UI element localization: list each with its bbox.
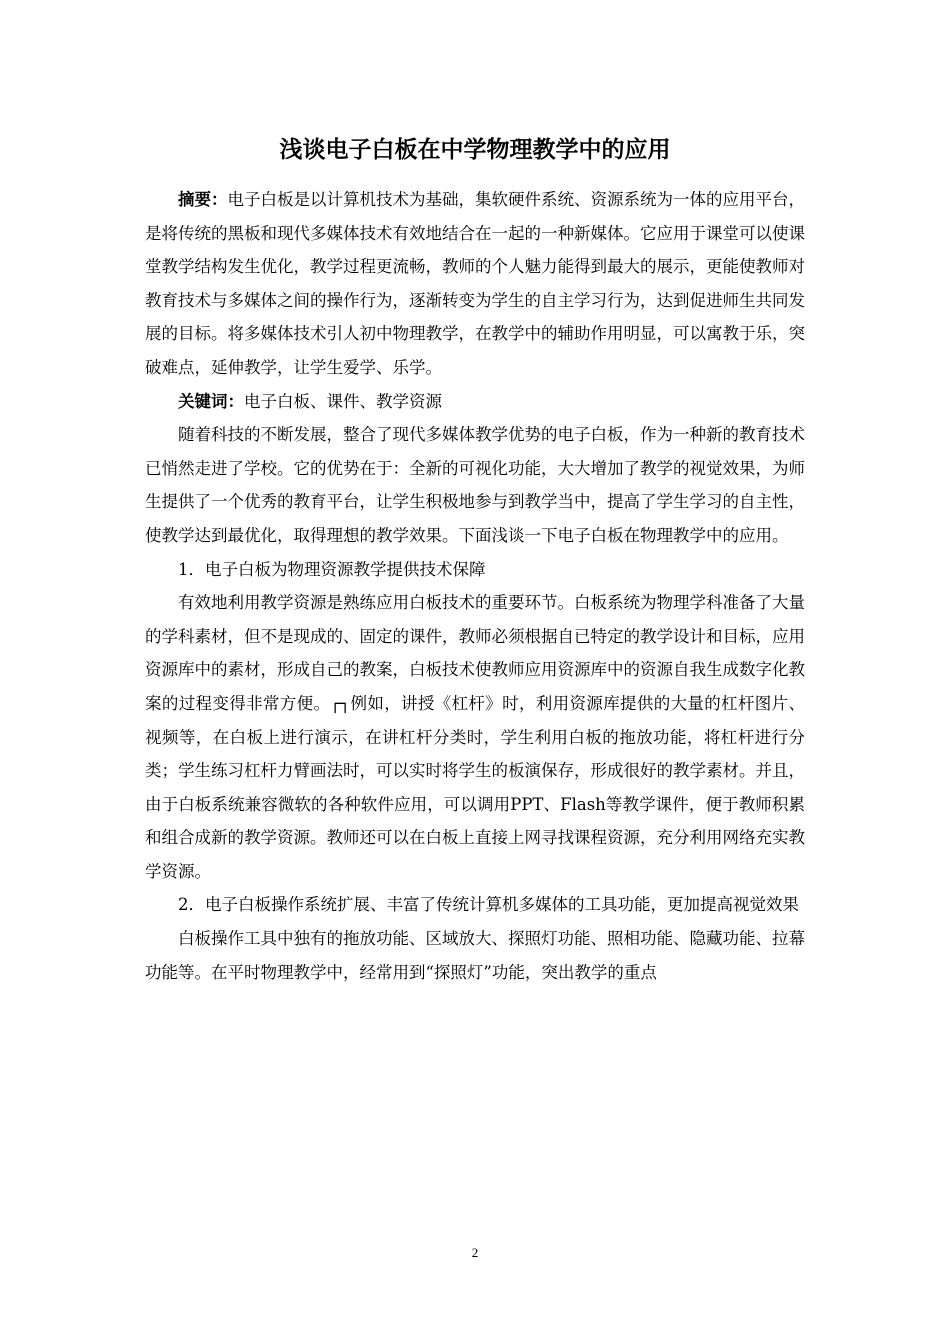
keywords-text: 电子白板、课件、教学资源 [244, 391, 442, 411]
body-paragraph-section-1: 有效地利用教学资源是熟练应用白板技术的重要环节。白板系统为物理学科准备了大量的学科素材，但不是现成的、固定的课件，教师必须根据自已特定的教学设计和目标，应用资源库中的素材，形成自己的教案，白板技术使教师应用资源库中的资源自我生成数字化教案的过程变得非常方便。┌┐例如，讲授《杠杆》时，利用资源库提供的大量的杠杆图片、视频等，在白板上进行演示，在讲杠杆分类时，学生利用白板的拖放功能，将杠杆进行分类；学生练习杠杆力臂画法时，可以实时将学生的板演保存，形成很好的教学素材。并且，由于白板系统兼容微软的各种软件应用，可以调用PPT、Flash等教学课件，便于教师积累和组合成新的教学资源。教师还可以在白板上直接上网寻找课程资源，充分利用网络充实教学资源。 [145, 593, 805, 881]
body-paragraph-intro: 随着科技的不断发展，整合了现代多媒体教学优势的电子白板，作为一种新的教育技术已悄然走进了学校。它的优势在于：全新的可视化功能，大大增加了教学的视觉效果，为师生提供了一个优秀的教育平台，让学生积极地参与到教学当中，提高了学生学习的自主性，使教学达到最优化，取得理想的教学效果。下面浅谈一下电子白板在物理教学中的应用。 [145, 425, 805, 545]
abstract-paragraph [145, 183, 805, 385]
abstract-text: 电子白板是以计算机技术为基础，集软硬件系统、资源系统为一体的应用平台，是将传统的黑板和现代多媒体技术有效地结合在一起的一种新媒体。它应用于课堂可以使课堂教学结构发生优化，教学过程更流畅，教师的个人魅力能得到最大的展示，更能使教师对教育技术与多媒体之间的操作行为，逐渐转变为学生的自主学习行为，达到促进师生共同发展的目标。将多媒体技术引人初中物理教学，在教学中的辅助作用明显，可以寓教于乐，突破难点，延伸教学，让学生爱学、乐学。 [145, 190, 805, 377]
document-body [145, 183, 805, 989]
abstract-label: 摘要： [178, 190, 228, 209]
keywords-paragraph [145, 385, 805, 419]
keywords-label: 关键词： [178, 391, 244, 411]
document-title: 浅谈电子白板在中学物理教学中的应用 [279, 137, 671, 163]
page-number: 2 [471, 1245, 479, 1260]
body-paragraph-section-2: 白板操作工具中独有的拖放功能、区域放大、探照灯功能、照相功能、隐藏功能、拉幕功能等。在平时物理教学中，经常用到“探照灯”功能，突出教学的重点 [145, 929, 805, 982]
section-heading-1: 1．电子白板为物理资源教学提供技术保障 [178, 559, 486, 579]
section-heading-2: 2．电子白板操作系统扩展、丰富了传统计算机多媒体的工具功能，更加提高视觉效果 [178, 895, 799, 915]
